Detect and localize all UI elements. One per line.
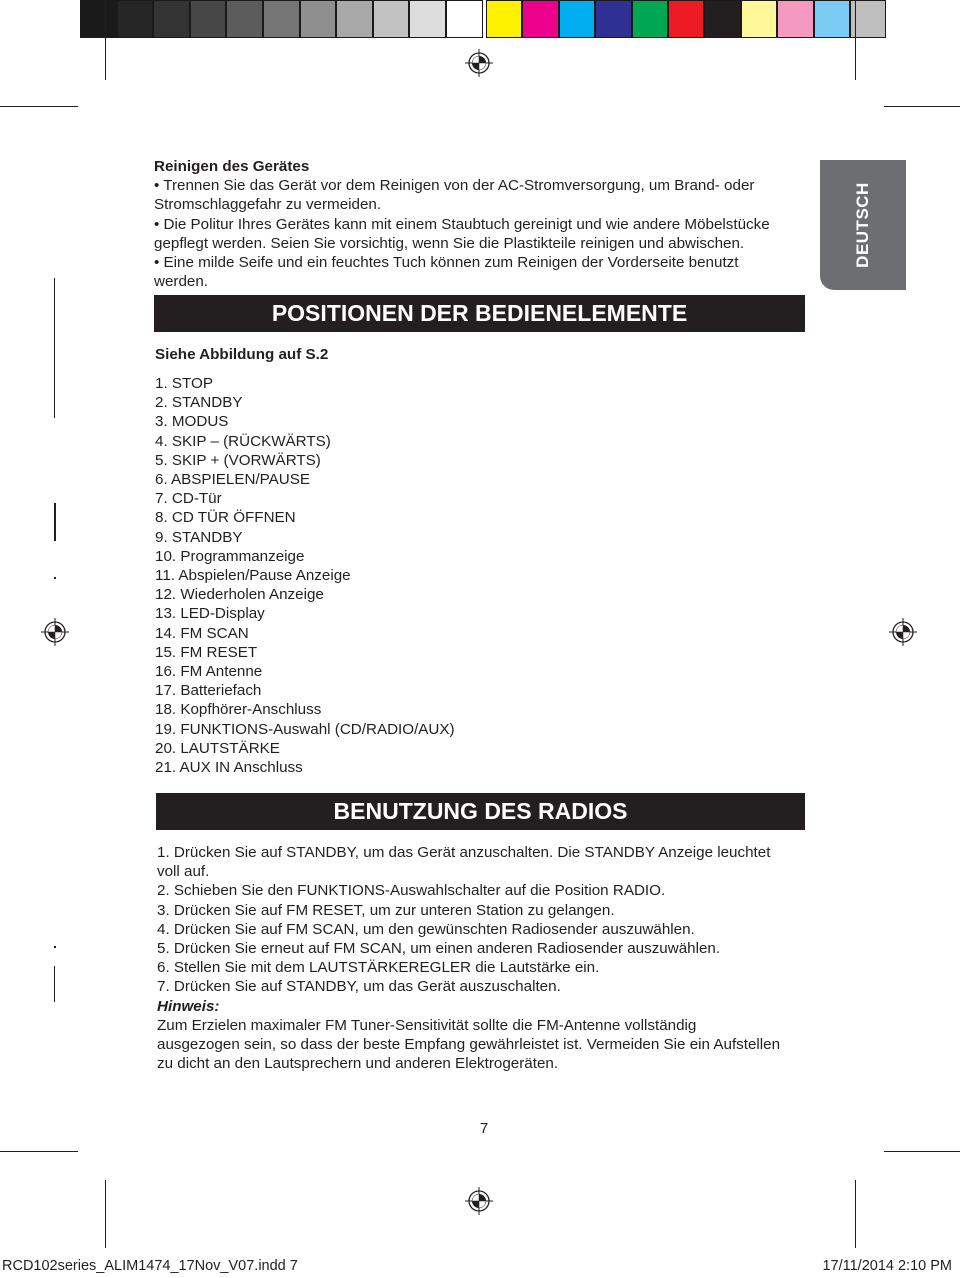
control-item: 19. FUNKTIONS-Auswahl (CD/RADIO/AUX) [155, 720, 455, 738]
cleaning-line: werden. [154, 273, 209, 291]
control-item: 5. SKIP + (VORWÄRTS) [155, 451, 321, 469]
radio-step: voll auf. [157, 863, 210, 881]
radio-step: 2. Schieben Sie den FUNKTIONS-Auswahlschalter auf die Position RADIO. [157, 882, 666, 900]
gray-swatch [226, 0, 263, 38]
color-swatch [741, 0, 777, 38]
control-item: 4. SKIP – (RÜCKWÄRTS) [155, 432, 331, 450]
controls-subtitle: Siehe Abbildung auf S.2 [155, 346, 329, 363]
gray-swatch [117, 0, 154, 38]
cleaning-line: • Eine milde Seife und ein feuchtes Tuch können zum Reinigen der Vorderseite benutzt [154, 254, 739, 272]
gray-swatch [80, 0, 117, 38]
radio-step: 1. Drücken Sie auf STANDBY, um das Gerät anzuschalten. Die STANDBY Anzeige leuchtet [157, 844, 771, 861]
gray-swatch [263, 0, 300, 38]
control-item: 20. LAUTSTÄRKE [155, 739, 280, 757]
control-item: 10. Programmanzeige [155, 547, 305, 565]
crop-mark [855, 1180, 856, 1248]
control-item: 21. AUX IN Anschluss [155, 759, 303, 777]
control-item: 18. Kopfhörer-Anschluss [155, 701, 322, 719]
fold-mark [54, 966, 55, 1002]
control-item: 9. STANDBY [155, 528, 243, 546]
process-color-bar [486, 0, 886, 38]
footer-file-name: RCD102series_ALIM1474_17Nov_V07.indd 7 [2, 1258, 298, 1274]
note-line: ausgezogen sein, so dass der beste Empfang gewährleistet ist. Vermeiden Sie ein Aufstellen [157, 1036, 781, 1054]
registration-mark-icon [465, 49, 493, 77]
crop-mark [0, 106, 78, 107]
registration-mark-icon [465, 1187, 493, 1215]
color-swatch [668, 0, 704, 38]
fold-mark [54, 503, 56, 541]
control-item: 12. Wiederholen Anzeige [155, 586, 324, 604]
page-number: 7 [479, 1120, 489, 1137]
cleaning-line: • Trennen Sie das Gerät vor dem Reinigen von der AC-Stromversorgung, um Brand- oder [154, 177, 755, 195]
cleaning-line: gepflegt werden. Seien Sie vorsichtig, wenn Sie die Plastikteile reinigen und abwischen. [154, 234, 745, 252]
color-swatch [522, 0, 558, 38]
gray-swatch [153, 0, 190, 38]
control-item: 17. Batteriefach [155, 682, 262, 700]
control-item: 8. CD TÜR ÖFFNEN [155, 509, 296, 527]
gray-swatch [190, 0, 227, 38]
radio-step: 4. Drücken Sie auf FM SCAN, um den gewünschten Radiosender auszuwählen. [157, 920, 695, 938]
crop-mark [105, 1180, 106, 1248]
fold-mark [54, 278, 55, 418]
control-item: 2. STANDBY [155, 394, 243, 412]
color-swatch [486, 0, 522, 38]
control-item: 7. CD-Tür [155, 490, 222, 508]
cleaning-section [154, 157, 814, 291]
language-tab-label: DEUTSCH [853, 182, 872, 268]
gray-swatch [373, 0, 410, 38]
radio-title: BENUTZUNG DES RADIOS [333, 798, 628, 824]
color-swatch [814, 0, 850, 38]
crop-mark [884, 106, 960, 107]
registration-mark-icon [41, 618, 69, 646]
crop-mark [0, 1151, 78, 1152]
radio-step: 7. Drücken Sie auf STANDBY, um das Gerät auszuschalten. [157, 978, 561, 996]
control-item: 15. FM RESET [155, 643, 258, 661]
footer-date: 17/11/2014 2:10 PM [822, 1258, 952, 1274]
grayscale-color-bar [80, 0, 483, 38]
gray-swatch [336, 0, 373, 38]
cleaning-line: • Die Politur Ihres Gerätes kann mit einem Staubtuch gereinigt und wie andere Möbelstücke [154, 215, 770, 233]
fold-mark [54, 946, 56, 948]
crop-mark [855, 0, 856, 80]
controls-list [155, 374, 575, 777]
language-tab [820, 160, 906, 290]
radio-step: 3. Drücken Sie auf FM RESET, um zur unteren Station zu gelangen. [157, 901, 615, 919]
control-item: 6. ABSPIELEN/PAUSE [155, 471, 311, 489]
controls-title-bar [154, 295, 805, 332]
crop-mark [105, 0, 106, 80]
color-swatch [704, 0, 740, 38]
control-item: 14. FM SCAN [155, 624, 249, 642]
note-line: Zum Erzielen maximaler FM Tuner-Sensitivität sollte die FM-Antenne vollständig [157, 1016, 697, 1034]
controls-title: POSITIONEN DER BEDIENELEMENTE [271, 300, 688, 326]
color-swatch [777, 0, 813, 38]
control-item: 3. MODUS [155, 413, 229, 431]
control-item: 11. Abspielen/Pause Anzeige [155, 567, 351, 585]
gray-swatch [446, 0, 483, 38]
gray-swatch [300, 0, 337, 38]
radio-step: 5. Drücken Sie erneut auf FM SCAN, um einen anderen Radiosender auszuwählen. [157, 940, 721, 958]
control-item: 13. LED-Display [155, 605, 265, 623]
gray-swatch [409, 0, 446, 38]
note-line: zu dicht an den Lautsprechern und anderen Elektrogeräten. [157, 1055, 559, 1073]
color-swatch [632, 0, 668, 38]
cleaning-heading: Reinigen des Gerätes [154, 158, 310, 175]
radio-title-bar [156, 793, 805, 830]
fold-mark [54, 577, 56, 579]
radio-step: 6. Stellen Sie mit dem LAUTSTÄRKEREGLER die Lautstärke ein. [157, 959, 600, 977]
control-item: 1. STOP [155, 375, 213, 392]
color-swatch [559, 0, 595, 38]
note-label: Hinweis: [157, 997, 220, 1015]
cleaning-line: Stromschlaggefahr zu vermeiden. [154, 196, 382, 214]
control-item: 16. FM Antenne [155, 663, 263, 681]
registration-mark-icon [889, 618, 917, 646]
crop-mark [884, 1151, 960, 1152]
color-swatch [595, 0, 631, 38]
radio-section [157, 843, 817, 1073]
